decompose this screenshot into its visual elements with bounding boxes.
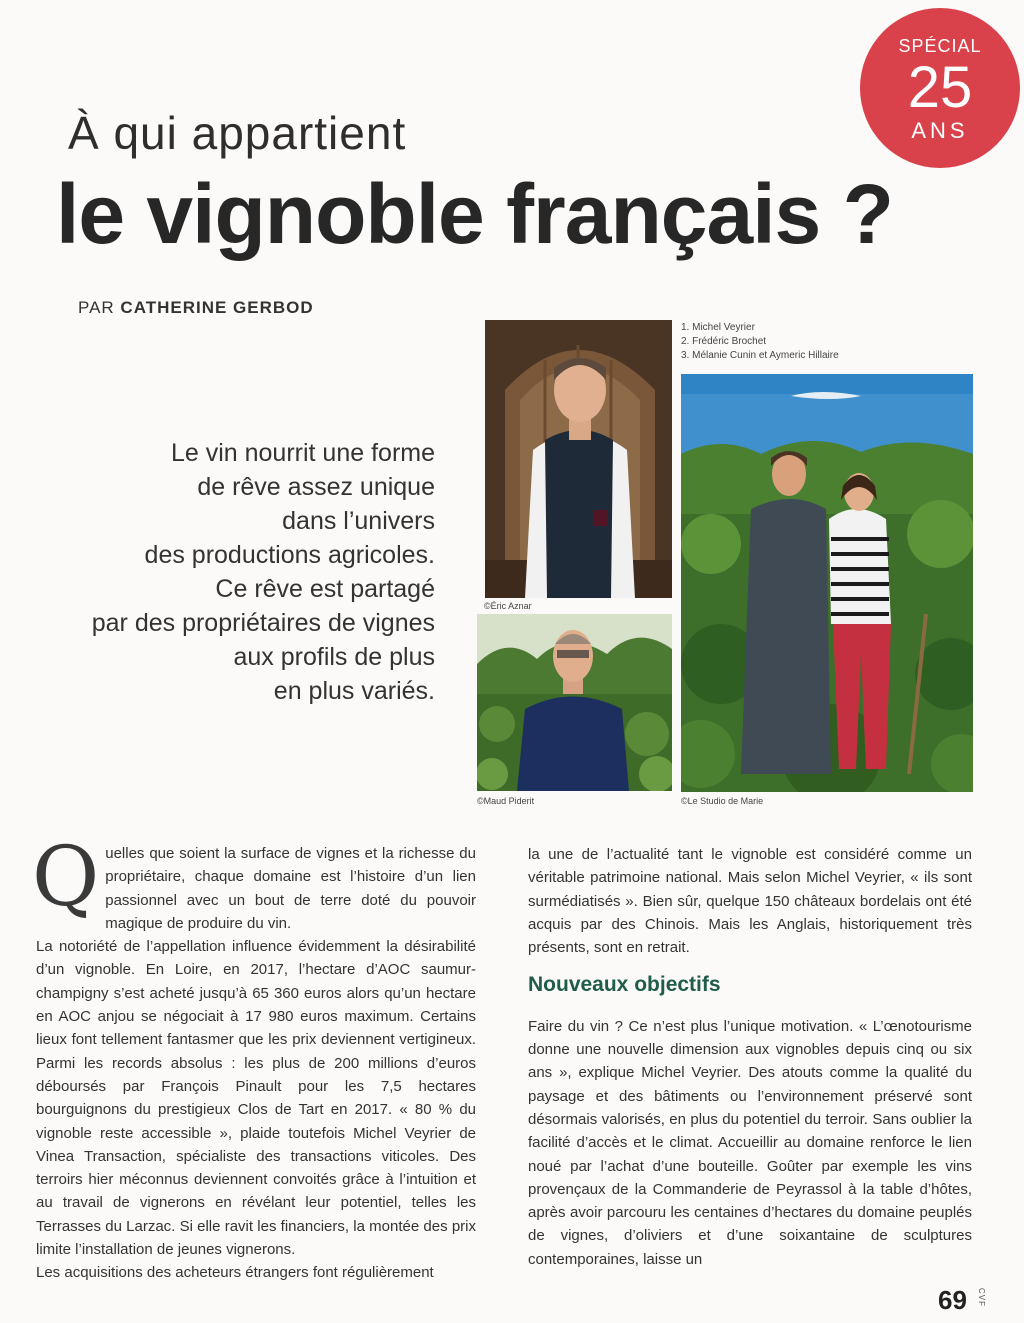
paragraph (32, 830, 476, 935)
byline (78, 298, 314, 318)
badge-number: 25 (907, 55, 973, 120)
lead-line: des productions agricoles. (144, 541, 435, 569)
dropcap: Q (32, 830, 100, 925)
badge-line2: ANS (911, 118, 969, 143)
magazine-logo: CVF (977, 1288, 986, 1307)
lead-line: aux profils de plus (233, 643, 435, 671)
paragraph: Faire du vin ? Ce n’est plus l’unique motivation. « L’œnotourisme donne une nouvelle dimension aux vignobles depuis cinq ou six ans », explique Michel Veyrier. Des atouts comme la qualité du paysage et des bâtiments ou l’environnement préservé sont désormais valorisés, en plus du potentiel du terroir. Sans oublier la facilité d’accès et le climat. Accueillir au domaine renforce le lien noué par l’achat d’une bouteille. Goûter par exemple les vins provençaux de la Commanderie de Peyrassol à la table d’hôtes, après avoir parcouru les centaines d’hectares du domaine peuplés de vignes, d’oliviers et d’une soixantaine de sculptures contemporaines, laisse un (528, 1017, 972, 1268)
credit-photo2: ©Maud Piderit (477, 796, 535, 806)
lead-line: de rêve assez unique (197, 473, 435, 501)
lead-line: Ce rêve est partagé (215, 575, 435, 603)
special-25-badge (860, 8, 1020, 168)
photo-frederic-brochet (477, 614, 672, 791)
subheading: Nouveaux objectifs (528, 973, 721, 997)
lead-paragraph (40, 436, 435, 708)
lead-line: en plus variés. (273, 677, 435, 705)
lead-line: Le vin nourrit une forme (170, 439, 435, 467)
lead-line: dans l’univers (282, 507, 435, 535)
byline-author: CATHERINE GERBOD (120, 298, 314, 317)
caption-2: 2. Frédéric Brochet (681, 336, 767, 347)
paragraph-text: uelles que soient la surface de vignes et la richesse du propriétaire, chaque domaine est l’histoire d’un lien passionnel avec un bout de terre doté du pouvoir magique de produire du vin. (105, 845, 476, 932)
photo-michel-veyrier (485, 320, 672, 598)
paragraph: la une de l’actualité tant le vignoble est considéré comme un véritable patrimoine national. Mais selon Michel Veyrier, « ils sont surmédiatisés ». Bien sûr, quelque 150 châteaux bordelais ont été acquis par des Chinois. Mais les Anglais, historiquement très présents, sont en retrait. (528, 846, 972, 957)
title-line2: le vignoble français ? (56, 167, 893, 261)
byline-prefix: PAR (78, 298, 121, 317)
caption-3: 3. Mélanie Cunin et Aymeric Hillaire (681, 350, 839, 361)
photo-captions (681, 321, 839, 363)
paragraph: La notoriété de l’appellation influence évidemment la désirabilité d’un vignoble. En Loire, en 2017, l’hectare d’AOC saumur-champigny s’est acheté jusqu’à 65 360 euros alors qu’un hectare en AOC anjou se négociait à 17 980 euros maximum. Certains lieux font tellement fantasmer que les prix deviennent vertigineux. Parmi les records absolus : les plus de 200 millions d’euros déboursés par François Pinault pour les 7,5 hectares bourguignons du prestigieux Clos de Tart en 2017. « 80 % du vignoble reste accessible », plaide toutefois Michel Veyrier de Vinea Transaction, spécialiste des transactions viticoles. Des terroirs hier méconnus deviennent convoités grâce à l’intuition et au travail de vignerons en révélant leur potentiel, telles les Terrasses du Larzac. Si elle ravit les financiers, la montée des prix limite l’installation de jeunes vignerons. (36, 938, 476, 1259)
credit-photo1: ©Éric Aznar (484, 601, 532, 611)
lead-line: par des propriétaires de vignes (91, 609, 435, 637)
badge-line1: SPÉCIAL (898, 36, 982, 56)
page-number: 69 (938, 1285, 967, 1315)
article-column-2 (528, 843, 972, 1271)
paragraph: Les acquisitions des acheteurs étrangers font régulièrement (36, 1264, 434, 1282)
article-column-1 (32, 830, 476, 1285)
title-line1: À qui appartient (68, 107, 407, 159)
credit-photo3: ©Le Studio de Marie (681, 796, 764, 806)
caption-1: 1. Michel Veyrier (681, 322, 755, 333)
photo-cunin-hillaire (681, 374, 973, 792)
